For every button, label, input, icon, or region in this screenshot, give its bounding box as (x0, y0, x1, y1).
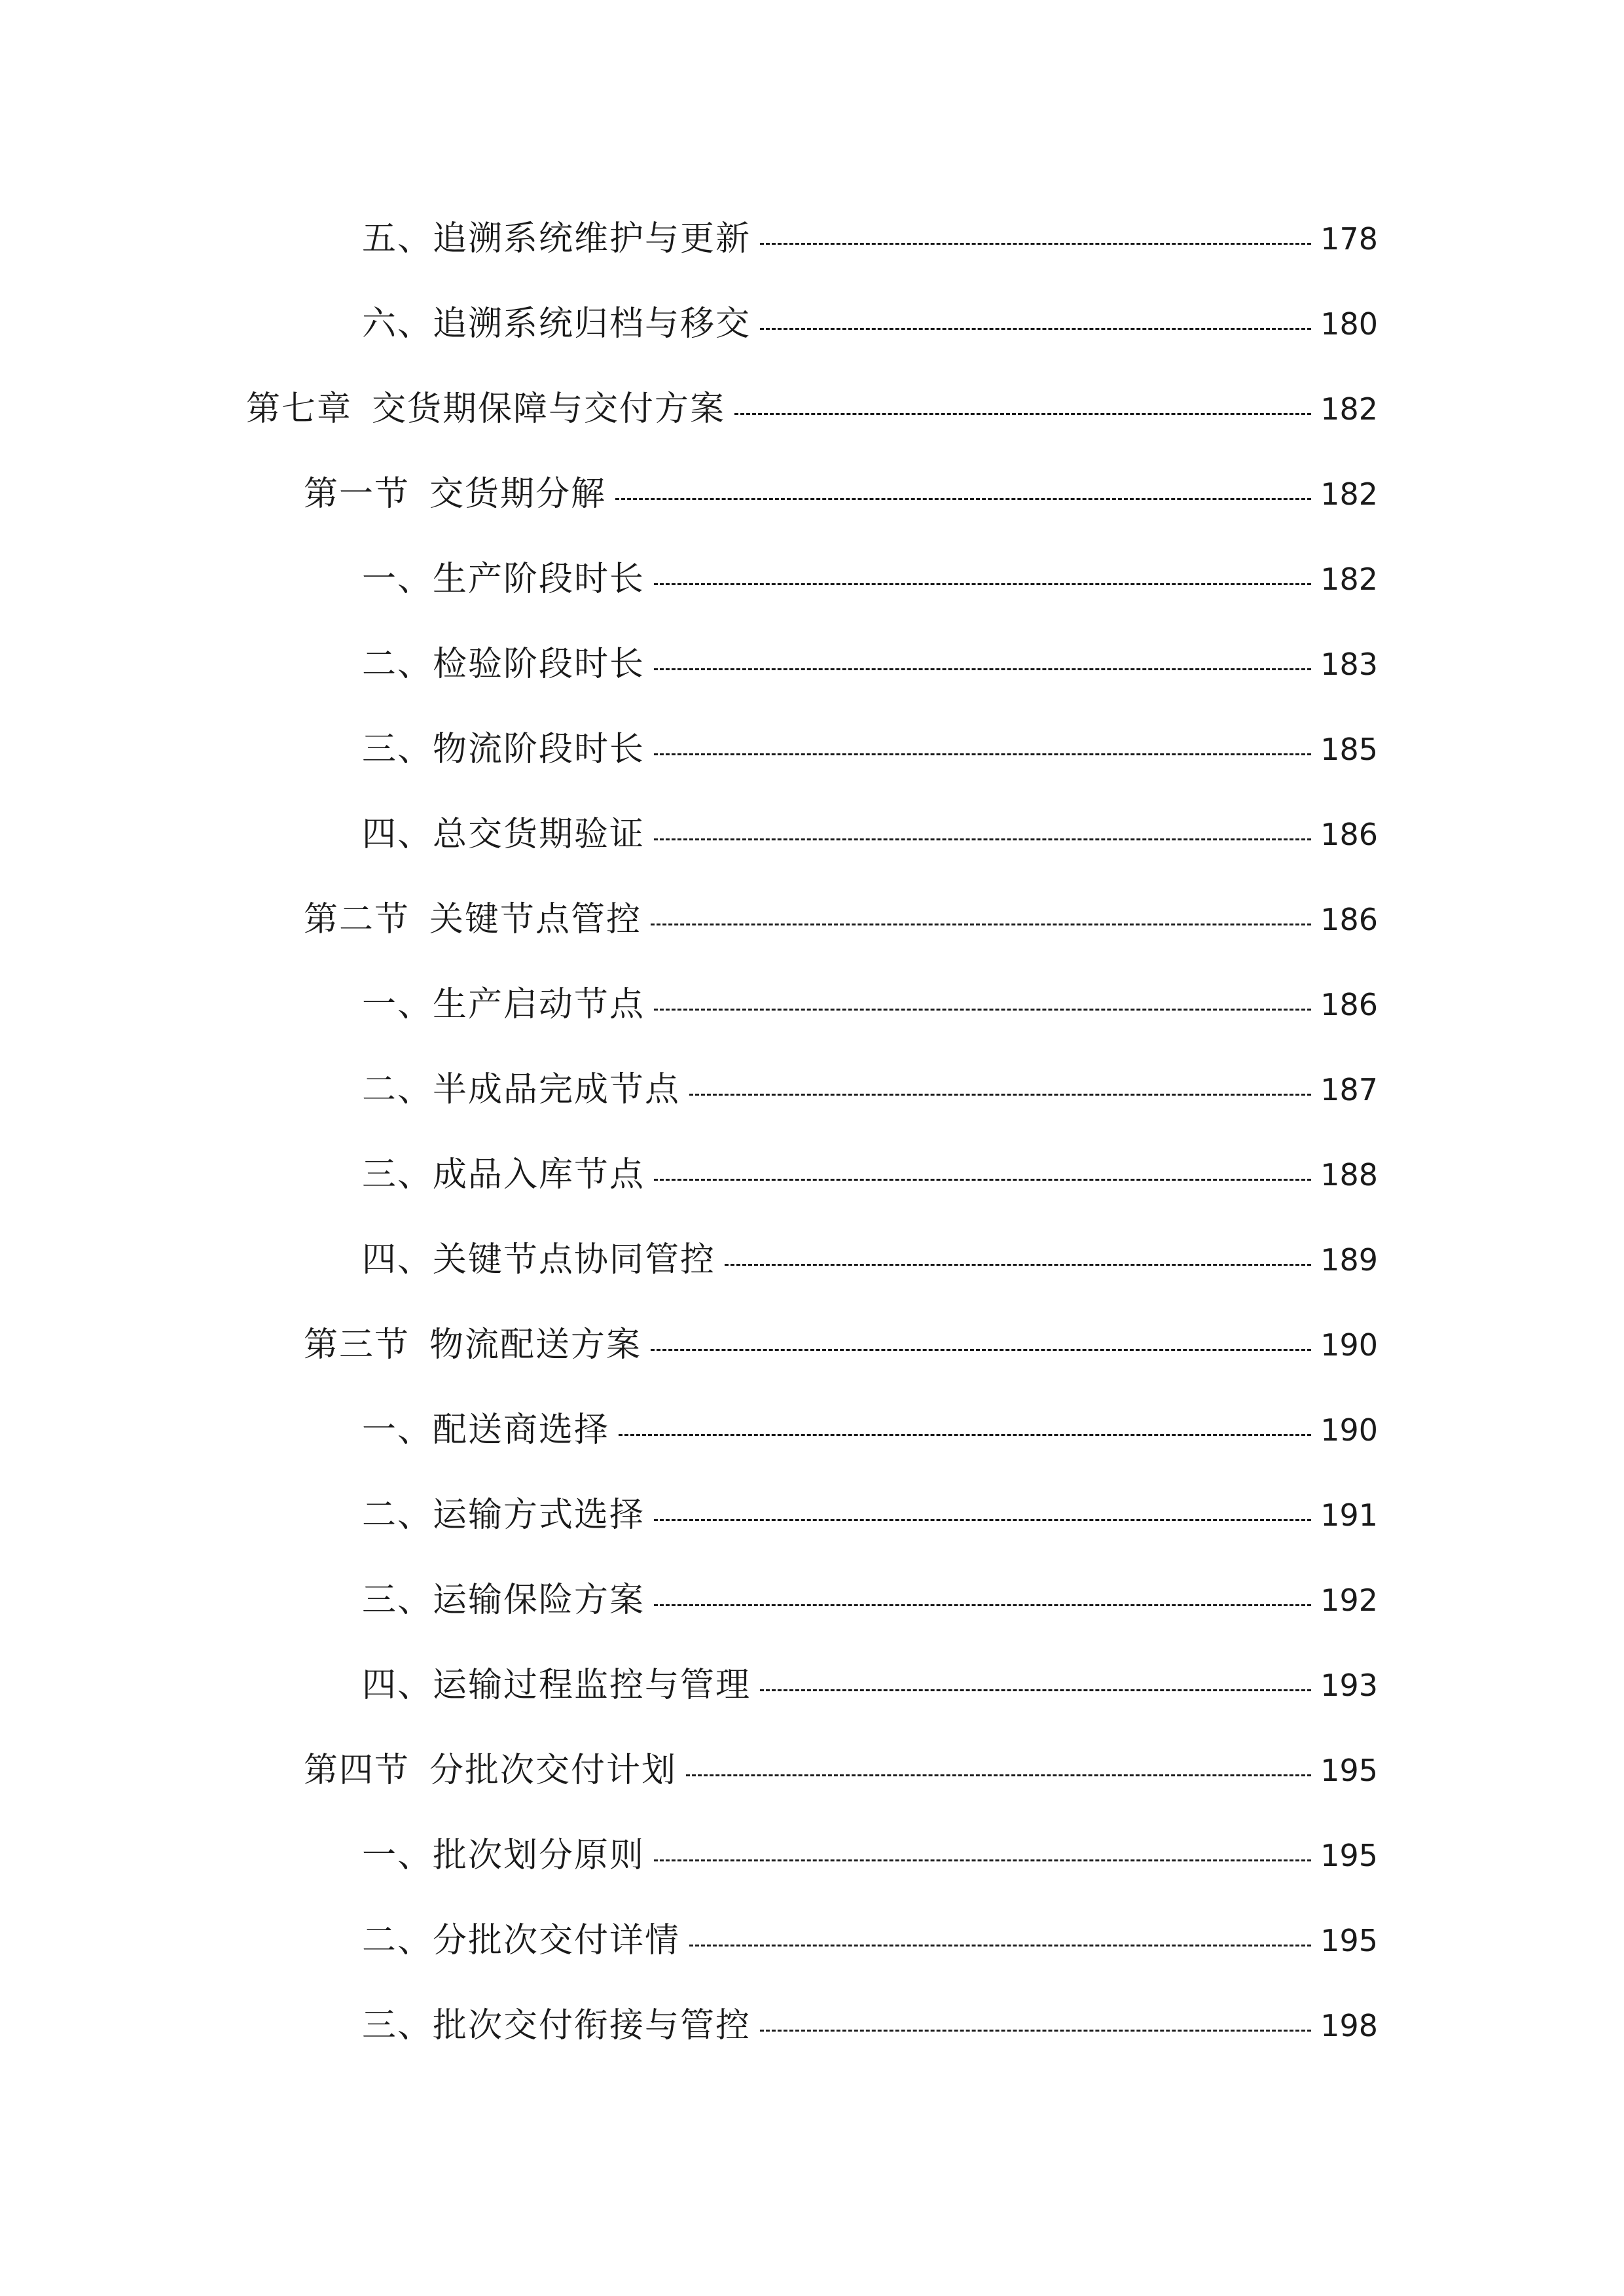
toc-entry-title: 生产阶段时长 (433, 560, 645, 599)
dot-leader (654, 1179, 1311, 1181)
toc-entry-title: 分批次交付详情 (433, 1921, 681, 1960)
toc-entry-title: 批次划分原则 (433, 1836, 645, 1875)
toc-entry-label (304, 1744, 677, 1797)
dot-leader (651, 924, 1311, 925)
toc-entry-title: 追溯系统归档与移交 (433, 304, 751, 344)
toc-entry-title: 生产启动节点 (433, 985, 645, 1024)
toc-page-number: 191 (1320, 1498, 1378, 1533)
toc-entry-title: 批次交付衔接与管控 (433, 2006, 751, 2045)
toc-entry-title: 运输保险方案 (433, 1581, 645, 1620)
toc-entry-title: 关键节点管控 (429, 900, 642, 939)
toc-page-number: 183 (1320, 647, 1378, 682)
toc-entry[interactable] (362, 1574, 1378, 1626)
toc-entry-label (304, 1319, 641, 1371)
toc-entry-number: 二、 (362, 1496, 433, 1535)
dot-leader (734, 413, 1311, 415)
toc-entry-title: 交货期分解 (429, 475, 607, 514)
toc-entry-number: 三、 (362, 730, 433, 769)
toc-entry-number: 四、 (362, 815, 433, 854)
toc-entry[interactable] (362, 638, 1378, 691)
toc-entry-number: 三、 (362, 1581, 433, 1620)
toc-entry-label (362, 1914, 680, 1967)
toc-page-number: 178 (1320, 221, 1378, 257)
dot-leader (654, 1009, 1311, 1011)
toc-page-number: 189 (1320, 1242, 1378, 1278)
toc-entry-title: 分批次交付计划 (429, 1751, 677, 1790)
toc-entry[interactable] (362, 1659, 1378, 1712)
toc-entry[interactable] (362, 1914, 1378, 1967)
dot-leader (760, 243, 1311, 245)
dot-leader (619, 1434, 1311, 1436)
toc-entry-number: 一、 (362, 985, 433, 1024)
dot-leader (725, 1264, 1311, 1266)
toc-page-number: 192 (1320, 1583, 1378, 1618)
toc-entry-number: 一、 (362, 1836, 433, 1875)
toc-entry-number: 三、 (362, 1155, 433, 1194)
toc-page-number: 187 (1320, 1072, 1378, 1107)
toc-entry-section[interactable] (304, 1744, 1378, 1797)
toc-entry[interactable] (362, 1234, 1378, 1286)
toc-entry[interactable] (362, 808, 1378, 861)
toc-page-number: 185 (1320, 732, 1378, 767)
toc-entry-title: 半成品完成节点 (433, 1070, 681, 1109)
toc-entry-label (362, 298, 751, 350)
toc-page-number: 186 (1320, 987, 1378, 1022)
toc-entry-title: 配送商选择 (433, 1410, 610, 1450)
toc-entry-number: 二、 (362, 645, 433, 684)
dot-leader (654, 753, 1311, 755)
toc-entry-title: 运输方式选择 (433, 1496, 645, 1535)
toc-page-number: 190 (1320, 1412, 1378, 1448)
toc-entry-label (362, 1149, 645, 1201)
toc-page-number: 190 (1320, 1327, 1378, 1363)
toc-entry-chapter[interactable] (246, 383, 1378, 435)
dot-leader (654, 1604, 1311, 1606)
toc-entry-label (304, 893, 641, 946)
toc-entry[interactable] (362, 1149, 1378, 1201)
toc-page-number: 195 (1320, 1838, 1378, 1873)
toc-entry-number: 六、 (362, 304, 433, 344)
toc-entry-number: 三、 (362, 2006, 433, 2045)
toc-entry-title: 交货期保障与交付方案 (372, 389, 726, 429)
toc-entry-title: 物流阶段时长 (433, 730, 645, 769)
toc-entry-label (362, 1404, 609, 1456)
toc-entry-label (362, 1489, 645, 1541)
toc-entry[interactable] (362, 1829, 1378, 1882)
toc-entry[interactable] (362, 723, 1378, 776)
toc-page-number: 195 (1320, 1923, 1378, 1958)
toc-page-number: 186 (1320, 817, 1378, 852)
toc-page-number: 193 (1320, 1668, 1378, 1703)
dot-leader (654, 1859, 1311, 1861)
toc-entry-title: 总交货期验证 (433, 815, 645, 854)
toc-entry-label (362, 978, 645, 1031)
toc-entry[interactable] (362, 1404, 1378, 1456)
toc-entry[interactable] (362, 978, 1378, 1031)
dot-leader (760, 1689, 1311, 1691)
dot-leader (686, 1774, 1311, 1776)
toc-entry-number: 第七章 (246, 389, 353, 429)
toc-entry[interactable] (362, 1489, 1378, 1541)
toc-entry-label (362, 1659, 751, 1712)
toc-entry-label (362, 638, 645, 691)
toc-entry-label (362, 723, 645, 776)
toc-entry-label (362, 808, 645, 861)
toc-entry-section[interactable] (304, 1319, 1378, 1371)
toc-entry-number: 第三节 (304, 1325, 410, 1365)
toc-entry-label (362, 1574, 645, 1626)
dot-leader (615, 498, 1311, 500)
toc-entry-section[interactable] (304, 468, 1378, 520)
toc-entry[interactable] (362, 553, 1378, 605)
dot-leader (654, 583, 1311, 585)
toc-entry-number: 一、 (362, 1410, 433, 1450)
dot-leader (689, 1945, 1311, 1946)
toc-entry-title: 检验阶段时长 (433, 645, 645, 684)
toc-page-number: 182 (1320, 562, 1378, 597)
toc-entry-number: 二、 (362, 1070, 433, 1109)
dot-leader (654, 838, 1311, 840)
dot-leader (654, 668, 1311, 670)
toc-entry[interactable] (362, 213, 1378, 265)
toc-entry-title: 物流配送方案 (429, 1325, 642, 1365)
toc-entry-number: 一、 (362, 560, 433, 599)
toc-entry-title: 运输过程监控与管理 (433, 1666, 751, 1705)
toc-entry-number: 第四节 (304, 1751, 410, 1790)
toc-entry-number: 第一节 (304, 475, 410, 514)
dot-leader (651, 1349, 1311, 1351)
toc-entry-label (362, 1234, 715, 1286)
toc-page-number: 198 (1320, 2008, 1378, 2043)
toc-entry-section[interactable] (304, 893, 1378, 946)
toc-entry[interactable] (362, 1064, 1378, 1116)
toc-page-number: 195 (1320, 1753, 1378, 1788)
toc-entry-number: 二、 (362, 1921, 433, 1960)
dot-leader (654, 1519, 1311, 1521)
toc-entry-label (362, 213, 751, 265)
toc-entry-title: 追溯系统维护与更新 (433, 219, 751, 259)
dot-leader (760, 328, 1311, 330)
toc-entry-number: 四、 (362, 1666, 433, 1705)
toc-page-number: 182 (1320, 476, 1378, 512)
toc-entry-label (246, 383, 725, 435)
toc-entry-title: 成品入库节点 (433, 1155, 645, 1194)
toc-entry-label (362, 1064, 680, 1116)
dot-leader (689, 1094, 1311, 1096)
toc-entry-number: 第二节 (304, 900, 410, 939)
dot-leader (760, 2030, 1311, 2032)
toc-entry-label (362, 553, 645, 605)
toc-entry-number: 四、 (362, 1240, 433, 1280)
toc-entry[interactable] (362, 2000, 1378, 2052)
toc-page-number: 182 (1320, 391, 1378, 427)
toc-page-number: 180 (1320, 306, 1378, 342)
toc-entry-label (304, 468, 606, 520)
toc-entry-title: 关键节点协同管控 (433, 1240, 716, 1280)
toc-page-number: 186 (1320, 902, 1378, 937)
toc-entry-label (362, 2000, 751, 2052)
toc-page-number: 188 (1320, 1157, 1378, 1193)
toc-entry[interactable] (362, 298, 1378, 350)
toc-entry-number: 五、 (362, 219, 433, 259)
toc-entry-label (362, 1829, 645, 1882)
